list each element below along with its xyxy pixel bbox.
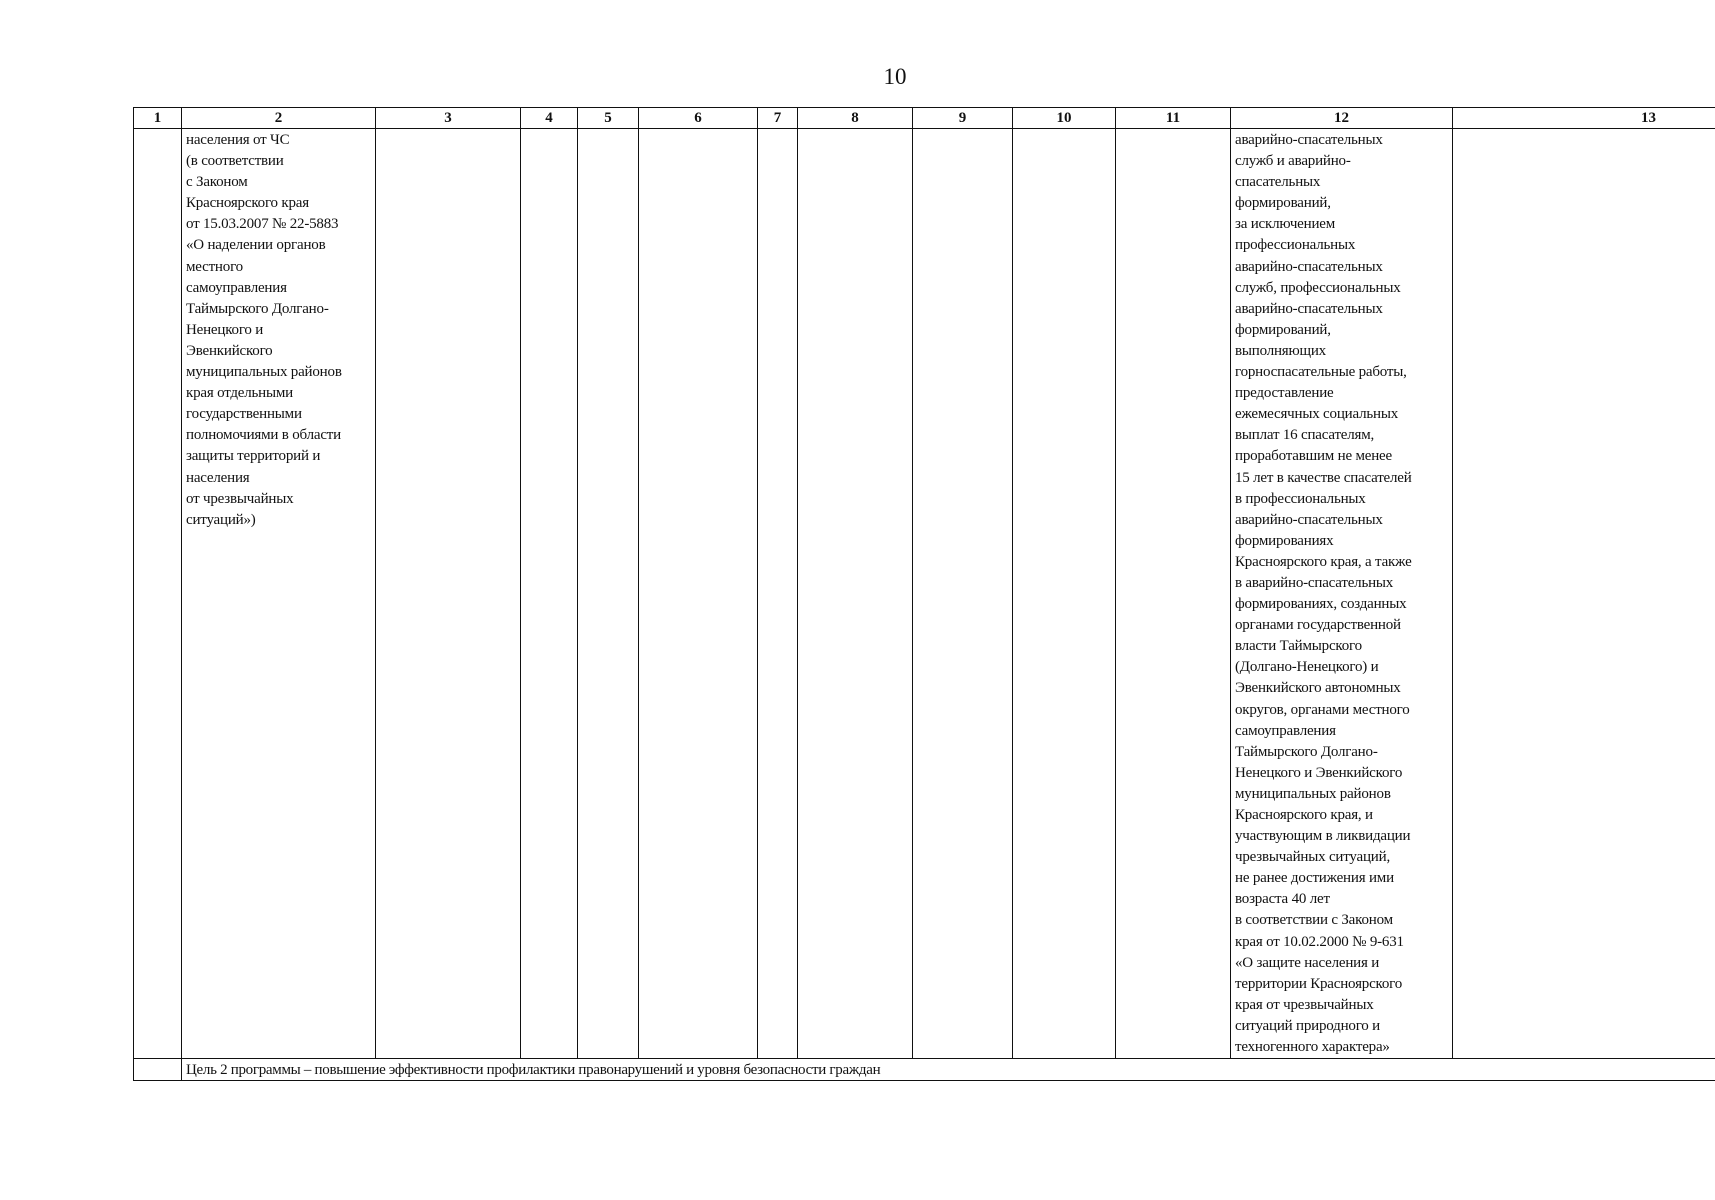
cell-text-col8	[798, 129, 912, 130]
goal-row-number-cell	[134, 1059, 182, 1081]
column-number-header-row	[134, 108, 1715, 129]
goal-row-cell	[182, 1059, 1715, 1081]
table-cell-col2	[182, 129, 376, 1059]
table-cell-col9	[913, 129, 1013, 1059]
table-cell-col11	[1116, 129, 1231, 1059]
table-cell-col3	[376, 129, 521, 1059]
cell-text-col4	[521, 129, 577, 130]
cell-text-col6	[639, 129, 757, 130]
cell-text-col1	[134, 129, 181, 130]
cell-text-col3	[376, 129, 520, 130]
goal-row-text: Цель 2 программы – повышение эффективности профилактики правонарушений и уровня безопасности граждан	[186, 1061, 881, 1078]
column-header-11: 11	[1116, 108, 1231, 129]
column-header-8: 8	[798, 108, 913, 129]
column-header-4: 4	[521, 108, 578, 129]
column-header-6: 6	[639, 108, 758, 129]
page-number: 10	[883, 64, 907, 89]
cell-text-col12: аварийно-спасательных служб и аварийно- спасательных формирований, за исключением профессиональных аварийно-спасательных служб, профессиональных аварийно-спасательных формирований, выполняющих горноспасательные работы, предоставление ежемесячных социальных выплат 16 спасателям, проработавшим не менее 15 лет в качестве спасателей в профессиональных аварийно-спасательных формированиях Красноярского края, а также в аварийно-спасательных формированиях, созданных органами государственной власти Таймырского (Долгано-Ненецкого) и Эвенкийского автономных округов, органами местного самоуправления Таймырского Долгано- Ненецкого и Эвенкийского муниципальных районов Красноярского края, и участвующим в ликвидации чрезвычайных ситуаций, не ранее достижения ими возраста 40 лет в соответствии с Законом края от 10.02.2000 № 9-631 «О защите населения и территории Красноярского края от чрезвычайных ситуаций природного и техногенного характера»	[1235, 132, 1412, 1056]
program-measures-table	[133, 107, 1715, 1081]
column-header-7: 7	[758, 108, 798, 129]
cell-text-col5	[578, 129, 638, 130]
table-cell-col4	[521, 129, 578, 1059]
column-header-1: 1	[134, 108, 182, 129]
column-header-3: 3	[376, 108, 521, 129]
column-header-9: 9	[913, 108, 1013, 129]
table-cell-col8	[798, 129, 913, 1059]
cell-text-col11	[1116, 129, 1230, 130]
column-header-12: 12	[1231, 108, 1453, 129]
cell-text-col9	[913, 129, 1012, 130]
goal-row	[134, 1059, 1715, 1081]
cell-text-col13	[1453, 129, 1715, 130]
table-cell-col7	[758, 129, 798, 1059]
column-header-2: 2	[182, 108, 376, 129]
table-cell-col12	[1231, 129, 1453, 1059]
table-row	[134, 129, 1715, 1059]
cell-text-col7	[758, 129, 797, 130]
table-cell-col5	[578, 129, 639, 1059]
table-cell-col6	[639, 129, 758, 1059]
column-header-10: 10	[1013, 108, 1116, 129]
cell-text-col2: населения от ЧС (в соответствии с Законом Красноярского края от 15.03.2007 № 22-5883 «О наделении органов местного самоуправления Таймырского Долгано- Ненецкого и Эвенкийского муниципальных районов края отдельными государственными полномочиями в области защиты территорий и населения от чрезвычайных ситуаций»)	[186, 132, 342, 528]
cell-text-col10	[1013, 129, 1115, 130]
column-header-5: 5	[578, 108, 639, 129]
table-cell-col10	[1013, 129, 1116, 1059]
column-header-13: 13	[1453, 108, 1715, 129]
table-cell-col13	[1453, 129, 1715, 1059]
table-cell-col1	[134, 129, 182, 1059]
